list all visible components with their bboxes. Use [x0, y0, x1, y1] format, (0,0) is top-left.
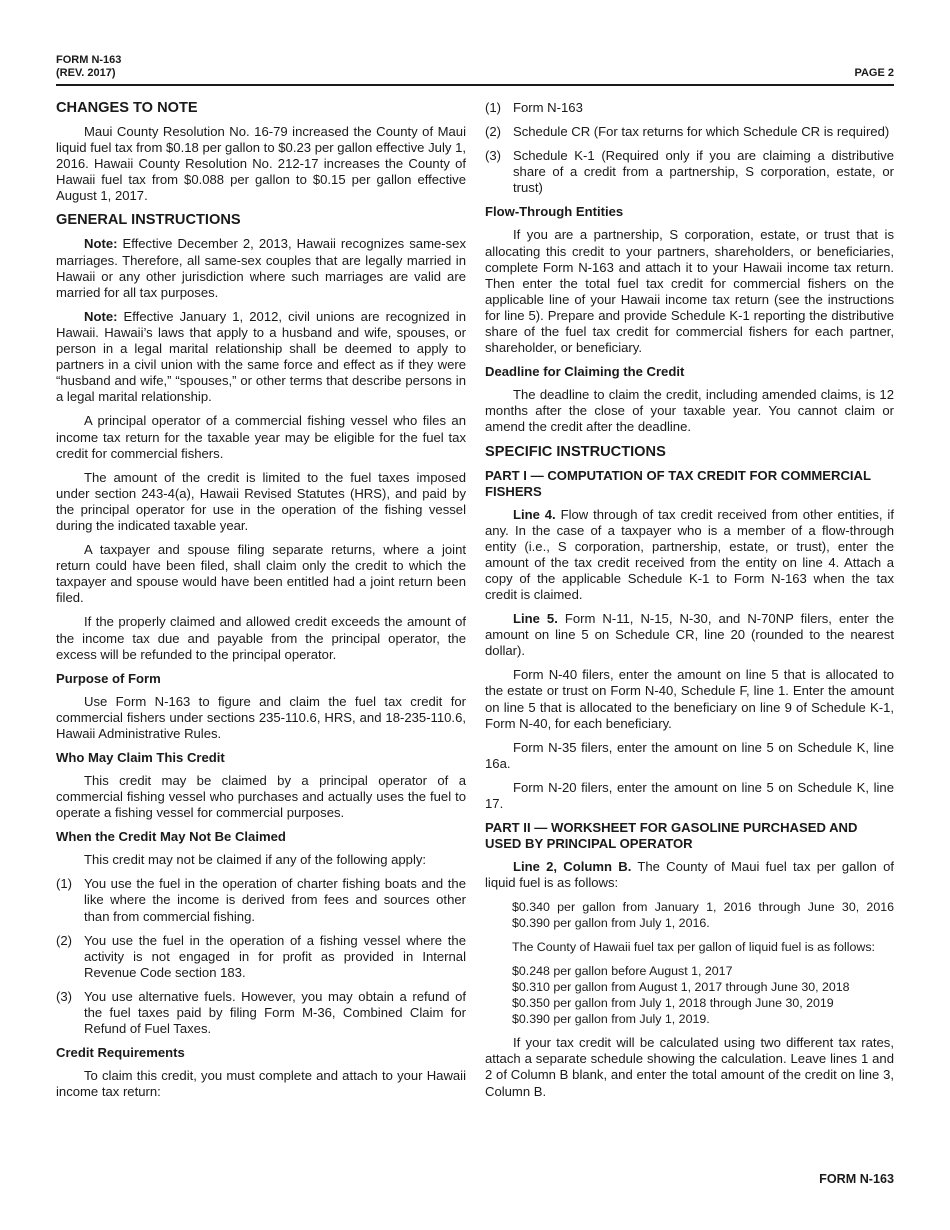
list-item: [56, 876, 466, 924]
general-paragraph-3: A principal operator of a commercial fishing vessel who files an income tax return for the taxable year may be eligible for the fuel tax credit for commercial fishers.: [56, 413, 466, 461]
line-4-text: Flow through of tax credit received from other entities, if any. In the case of a taxpayer who is a member of a flow-through entity (i.e., S corporation, partnership, estate, or trust), enter the amount of the tax credit received from the entity on line 4. Attach a copy of the applicable Schedule K-1 to Form N-163 when the tax credit is claimed.: [485, 506, 894, 602]
rate-line: $0.390 per gallon from July 1, 2019.: [512, 1012, 710, 1027]
list-text: Schedule K-1 (Required only if you are claiming a distributive share of a credit from a partnership, S corporation, estate, or trust): [513, 148, 894, 196]
general-paragraph-4: The amount of the credit is limited to the fuel taxes imposed under section 243-4(a), Hawaii Revised Statutes (HRS), and paid by the principal operator for use in the operation of the fishing vessel during the indicated taxable year.: [56, 469, 466, 533]
list-item: [485, 148, 894, 196]
maui-rates: [485, 899, 894, 931]
right-column: [485, 100, 894, 1108]
line-2-text: The County of Maui fuel tax per gallon of liquid fuel is as follows:: [485, 859, 894, 891]
flow-paragraph: If you are a partnership, S corporation, estate, or trust that is allocating this credit to your partners, shareholders, or beneficiaries, complete Form N-163 and attach it to your Hawaii income tax return. Then enter the total fuel tax credit for commercial fishers on the applicable line of your Hawaii income tax return (see the instructions for line 5). Prepare and provide Schedule K-1 reporting the distributive share of the fuel tax credit for commercial fishers for each partner, shareholder, or beneficiary.: [485, 227, 894, 356]
list-text: You use the fuel in the operation of a fishing vessel where the activity is not engaged in for profit as provided in Internal Revenue Code section 183.: [84, 932, 466, 980]
rate-line: $0.390 per gallon from July 1, 2016.: [512, 916, 710, 931]
who-paragraph: This credit may be claimed by a principal operator of a commercial fishing vessel who purchases and actually uses the fuel to operate a fishing vessel for commercial purposes.: [56, 773, 466, 821]
when-paragraph: This credit may not be claimed if any of the following apply:: [84, 852, 427, 868]
general-paragraph-5: A taxpayer and spouse filing separate returns, where a joint return could have been filed, shall claim only the credit to which the taxpayer and spouse would have been entitled had a joint return been filed.: [56, 542, 466, 606]
when-list: [56, 876, 466, 1037]
list-number: (3): [56, 988, 73, 1004]
rate-line: $0.350 per gallon from July 1, 2018 through June 30, 2019: [512, 996, 834, 1011]
deadline-heading: Deadline for Claiming the Credit: [485, 364, 685, 380]
line-4-paragraph: [485, 507, 894, 604]
list-number: (1): [485, 100, 502, 115]
note-2-paragraph: [56, 309, 466, 406]
form-revision: (REV. 2017): [56, 67, 116, 79]
rate-line: $0.310 per gallon from August 1, 2017 through June 30, 2018: [512, 980, 850, 995]
line-5-paragraph-3: Form N-35 filers, enter the amount on line 5 on Schedule K, line 16a.: [485, 739, 894, 771]
list-text: Schedule CR (For tax returns for which Schedule CR is required): [513, 124, 890, 140]
page-header: [56, 52, 894, 86]
purpose-paragraph: Use Form N-163 to figure and claim the fuel tax credit for commercial fishers under sections 235-110.6, HRS, and 18-235-110.6, Hawaii Administrative Rules.: [56, 693, 466, 741]
line-5-text: Form N-11, N-15, N-30, and N-70NP filers, enter the amount on line 5 on Schedule CR, line 20 (rounded to the nearest dollar).: [485, 611, 894, 659]
note-1-paragraph: [56, 236, 466, 300]
list-text: You use the fuel in the operation of charter fishing boats and the like where the income is derived from fees and sources other than from commercial fishing.: [84, 876, 466, 924]
hawaii-rates-intro: The County of Hawaii fuel tax per gallon of liquid fuel is as follows:: [512, 940, 875, 955]
list-item: [485, 100, 894, 116]
list-number: (3): [485, 148, 502, 164]
line-5-label: Line 5.: [513, 611, 558, 627]
rate-line: $0.248 per gallon before August 1, 2017: [512, 964, 733, 979]
part-2-heading: PART II — WORKSHEET FOR GASOLINE PURCHASED AND USED BY PRINCIPAL OPERATOR: [485, 820, 858, 852]
left-column: [56, 100, 466, 1108]
when-heading: When the Credit May Not Be Claimed: [56, 829, 286, 845]
requirements-list: [485, 100, 894, 196]
form-id: [56, 54, 121, 80]
rate-line: $0.340 per gallon from January 1, 2016 through June 30, 2016: [512, 900, 894, 915]
note-2-label: Note:: [84, 308, 118, 324]
flow-heading: Flow-Through Entities: [485, 204, 624, 220]
deadline-paragraph: The deadline to claim the credit, including amended claims, is 12 months after the close of your taxable year. You cannot claim or amend the credit after the deadline.: [485, 387, 894, 435]
page-number: PAGE 2: [854, 67, 894, 79]
line-5-paragraph-2: Form N-40 filers, enter the amount on line 5 that is allocated to the estate or trust on Form N-40, Schedule F, line 1. Enter the amount on line 5 that is allocated to the beneficiary on line 9 of Schedule K-1, Form N-40, for each beneficiary.: [485, 667, 894, 731]
general-paragraph-6: If the properly claimed and allowed credit exceeds the amount of the income tax due and payable from the principal operator, the excess will be refunded to the principal operator.: [56, 614, 466, 662]
final-paragraph: If your tax credit will be calculated using two different tax rates, attach a separate schedule showing the calculation. Leave lines 1 and 2 of Column B blank, and enter the total amount of the credit on line 3, Column B.: [485, 1035, 894, 1099]
list-number: (1): [56, 876, 73, 892]
list-text: Form N-163: [513, 100, 583, 115]
line-2-paragraph: [485, 859, 894, 891]
note-2-text: Effective January 1, 2012, civil unions are recognized in Hawaii. Hawaii’s laws that apply to a husband and wife, spouses, or person in a legal marital relationship shall be deemed to apply to partners in a civil union with the same force and effect as if they were “husband and wife,” “spouses,” or other terms that describe persons in a legal marital relationship.: [56, 308, 466, 405]
list-number: (2): [56, 932, 73, 948]
changes-paragraph: Maui County Resolution No. 16-79 increased the County of Maui liquid fuel tax from $0.18 per gallon to $0.23 per gallon effective July 1, 2016. Hawaii County Resolution No. 212-17 increases the County of Hawaii fuel tax from $0.088 per gallon to $0.15 per gallon effective August 1, 2017.: [56, 124, 466, 204]
list-text: You use alternative fuels. However, you may obtain a refund of the fuel taxes paid by filing Form M-36, Combined Claim for Refund of Fuel Taxes.: [84, 988, 466, 1037]
part-1-heading: PART I — COMPUTATION OF TAX CREDIT FOR COMMERCIAL FISHERS: [485, 467, 871, 499]
list-item: [56, 933, 466, 981]
specific-heading: SPECIFIC INSTRUCTIONS: [485, 443, 666, 460]
note-1-text: Effective December 2, 2013, Hawaii recognizes same-sex marriages. Therefore, all same-sex couples that are legally married in Hawaii or any other jurisdiction where such marriages are valid are married for all tax purposes.: [56, 236, 466, 300]
footer-form-label: FORM N-163: [819, 1172, 894, 1186]
credit-paragraph: To claim this credit, you must complete and attach to your Hawaii income tax return:: [56, 1068, 466, 1100]
line-2-label: Line 2, Column B.: [513, 859, 632, 875]
form-number: FORM N-163: [56, 54, 122, 66]
line-5-paragraph-4: Form N-20 filers, enter the amount on line 5 on Schedule K, line 17.: [485, 779, 894, 811]
purpose-heading: Purpose of Form: [56, 670, 161, 686]
who-heading: Who May Claim This Credit: [56, 750, 225, 765]
hawaii-rates: [485, 963, 894, 1027]
changes-heading: CHANGES TO NOTE: [56, 100, 198, 116]
line-4-label: Line 4.: [513, 506, 556, 522]
general-heading: GENERAL INSTRUCTIONS: [56, 212, 241, 229]
credit-heading: Credit Requirements: [56, 1045, 185, 1061]
line-5-paragraph: [485, 611, 894, 659]
list-item: [485, 124, 894, 140]
list-number: (2): [485, 124, 502, 140]
document-page: [56, 52, 894, 1202]
note-1-label: Note:: [84, 236, 118, 252]
list-item: [56, 989, 466, 1037]
